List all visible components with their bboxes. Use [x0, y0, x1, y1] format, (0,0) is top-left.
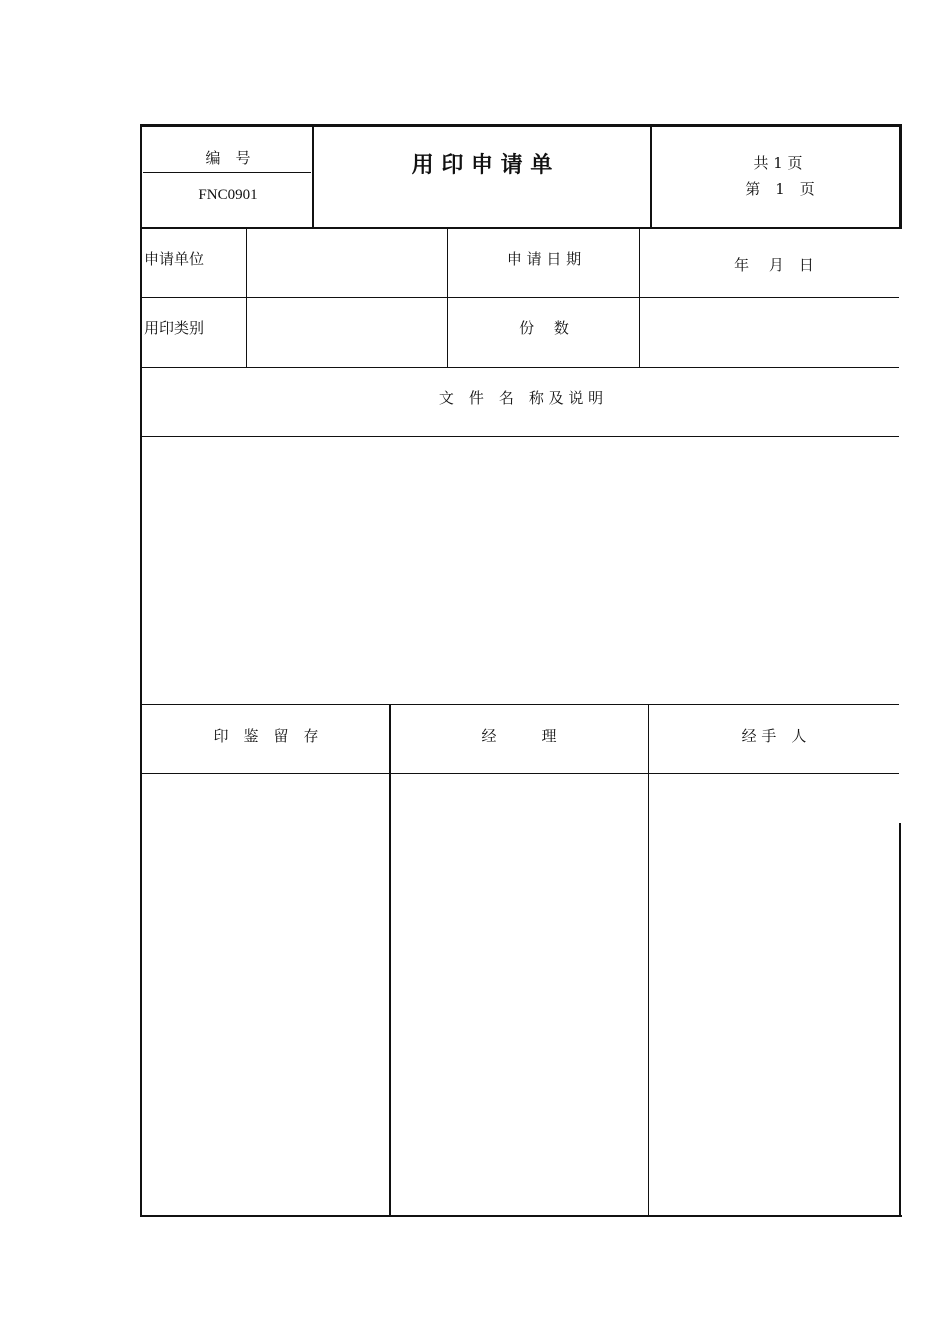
copies-label: 份 数: [519, 319, 569, 337]
form-border-right-lower: [899, 823, 901, 1217]
form-border-right: [899, 124, 902, 229]
row1-divider-c: [639, 229, 640, 368]
form-border-bottom: [140, 1215, 902, 1217]
signature-divider-a: [389, 704, 391, 1216]
apply-date-label: 申 请 日 期: [506, 250, 582, 268]
handler-label: 经 手 人: [741, 727, 807, 745]
seal-type-label: 用印类别: [144, 319, 205, 337]
doc-section-label: 文 件 名 称 及 说 明: [438, 389, 604, 407]
row2-bottom-rule: [142, 367, 899, 368]
number-label: 编 号: [205, 149, 251, 167]
row1-bottom-rule: [142, 297, 899, 298]
number-value: FNC0901: [198, 187, 258, 203]
header-bottom-rule: [140, 227, 902, 229]
form-border-top: [140, 124, 902, 127]
form-border-left: [140, 124, 142, 1217]
row1-divider-a: [246, 229, 247, 368]
row1-divider-b: [447, 229, 448, 368]
manager-label: 经 理: [481, 727, 557, 745]
applicant-unit-label: 申请单位: [144, 250, 205, 268]
signature-divider-b: [648, 704, 649, 1216]
current-page: 第 1 页: [745, 180, 815, 198]
signature-top-rule: [142, 704, 899, 705]
form-title: 用 印 申 请 单: [411, 152, 553, 178]
number-cell-divider: [143, 172, 311, 173]
header-divider-right: [650, 126, 652, 228]
total-pages: 共 1 页: [753, 154, 803, 172]
seal-record-label: 印 鉴 留 存: [213, 727, 319, 745]
signature-header-bottom-rule: [142, 773, 899, 774]
header-divider-left: [312, 126, 314, 228]
date-placeholder: 年 月 日: [734, 256, 814, 274]
doc-header-bottom-rule: [142, 436, 899, 437]
